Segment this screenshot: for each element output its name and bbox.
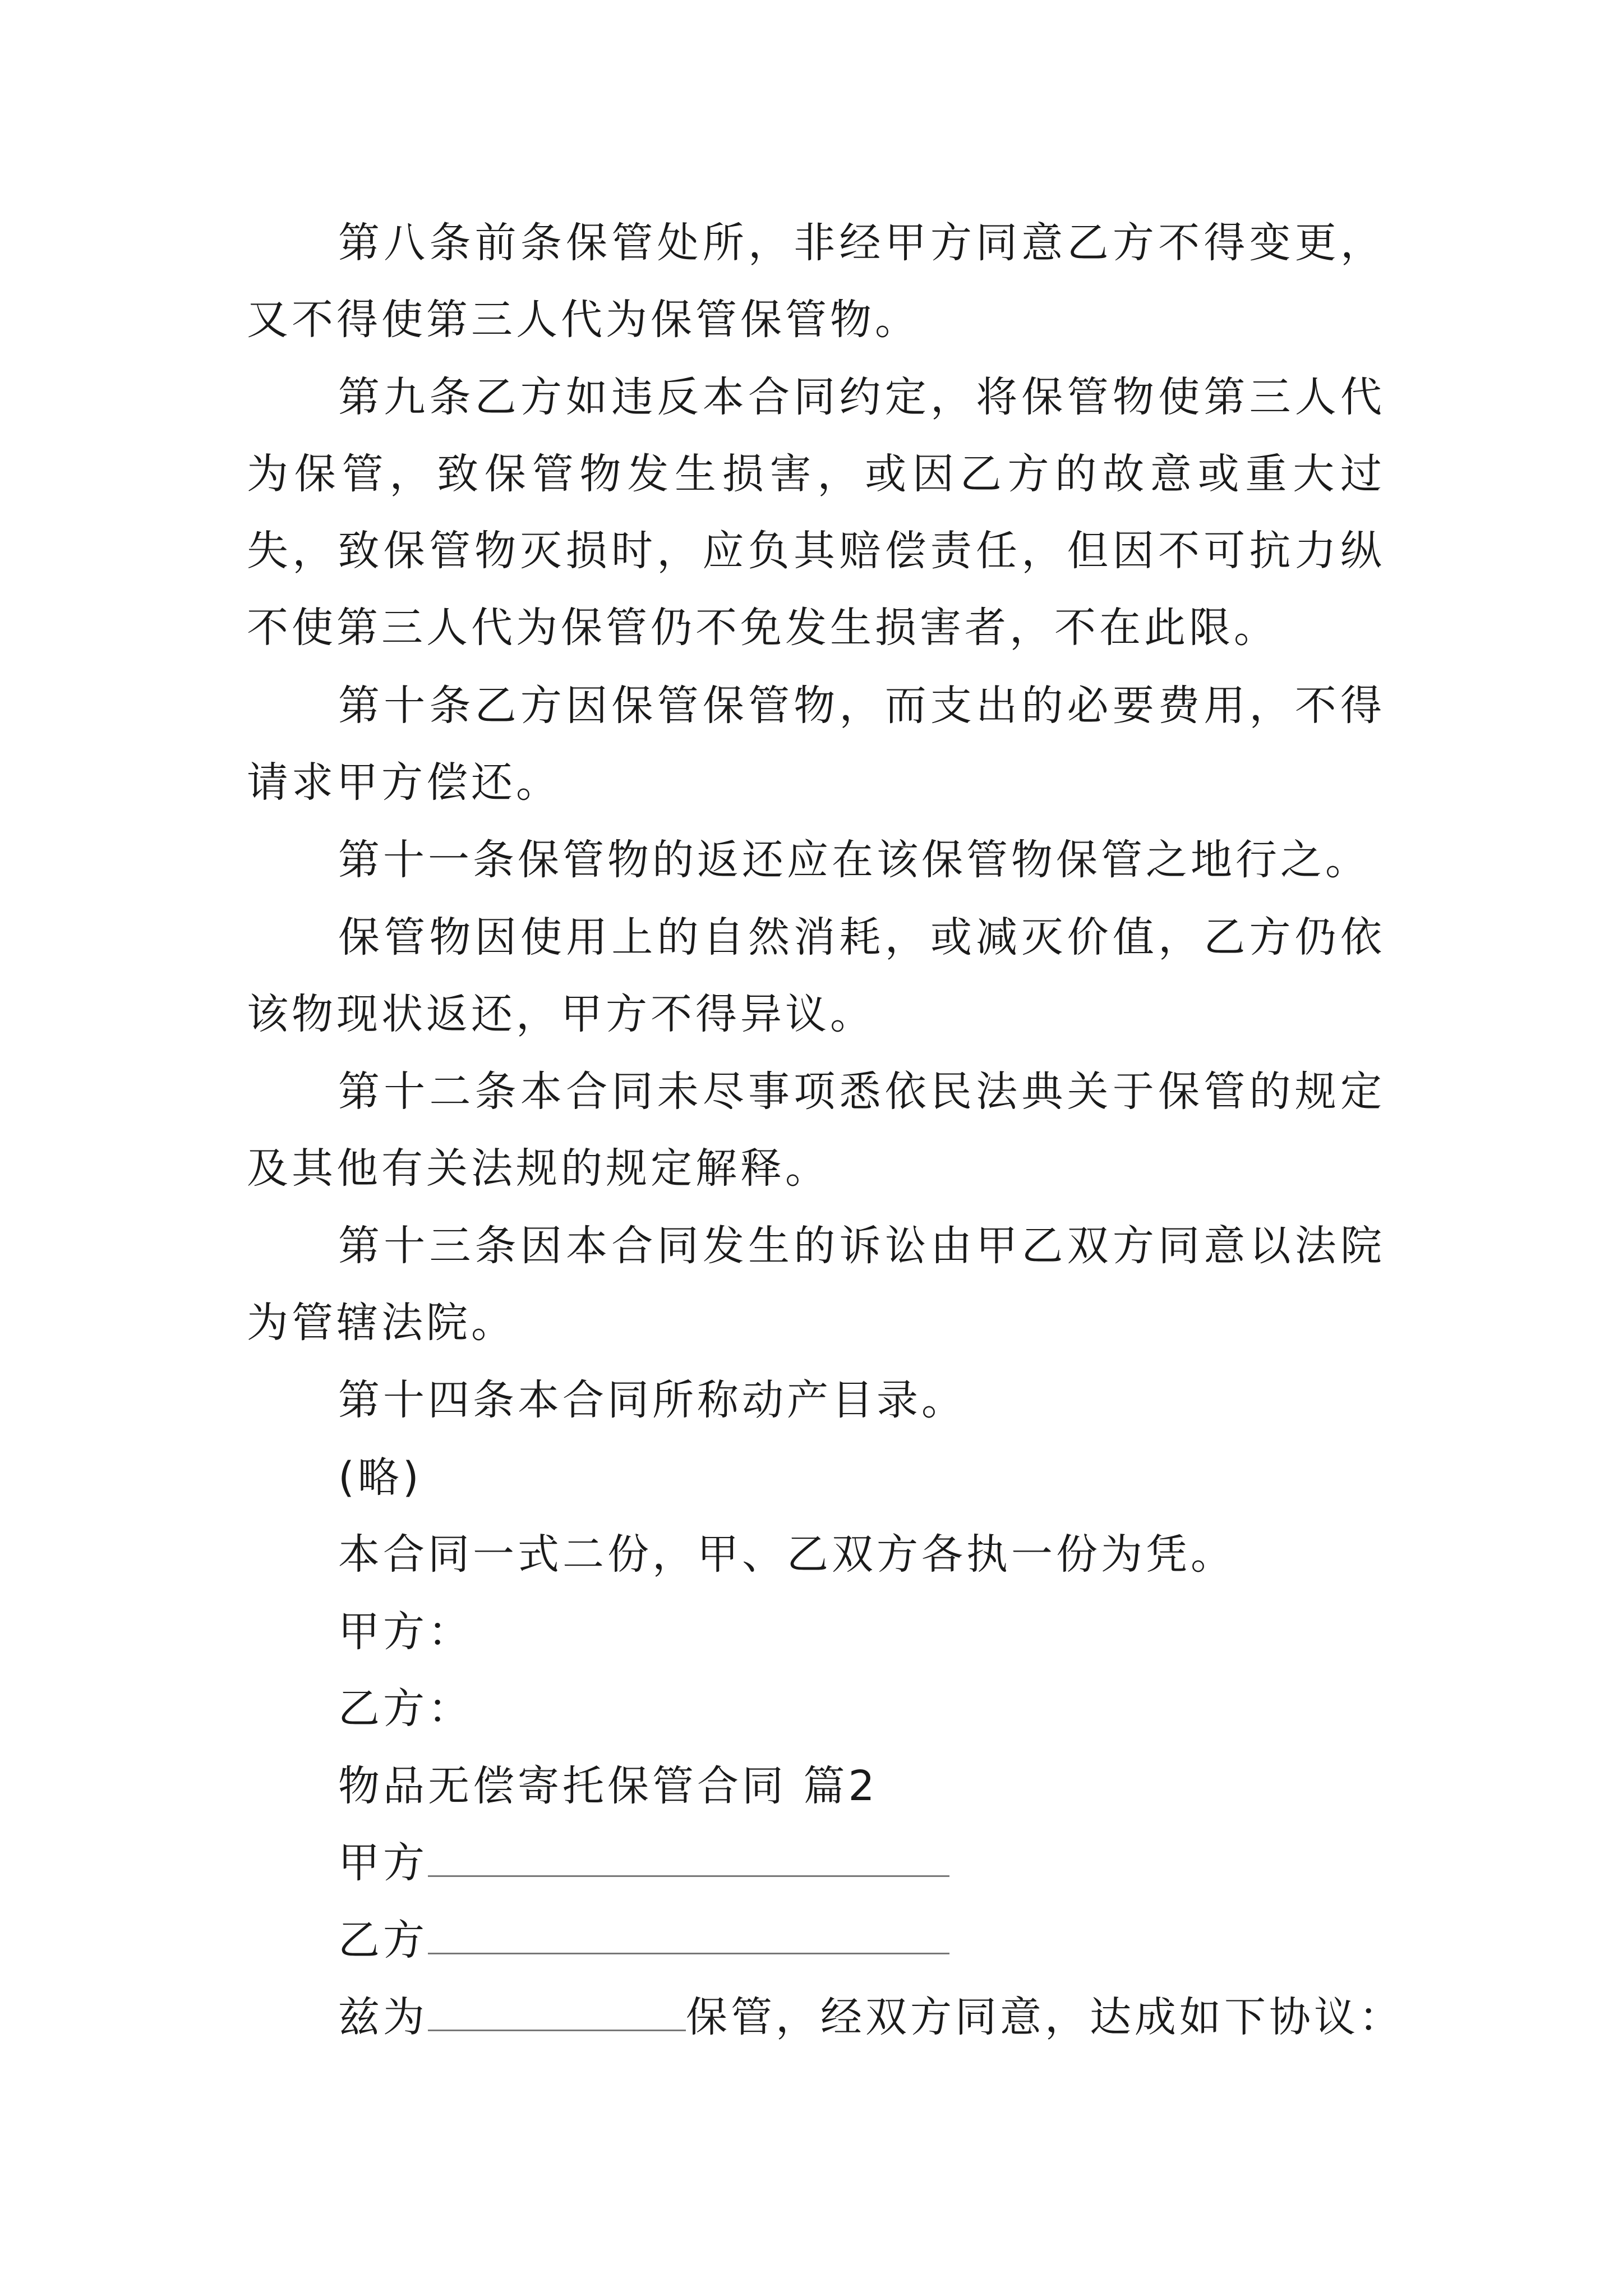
line-party-b: 乙方： [338,1685,473,1733]
agreement-blank [428,1991,686,2031]
paragraph-article-12: 第十二条本合同未尽事项悉依民法典关于保管的规定及其他有关法规的规定解释。 [247,1068,1385,1193]
party-b-field [338,1902,949,1979]
party-b-label: 乙方 [338,1916,428,1964]
party-b-blank [428,1915,949,1954]
agreement-suffix: 保管，经双方同意，达成如下协议： [686,1993,1404,2041]
line-copies: 本合同一式二份，甲、乙双方各执一份为凭。 [338,1530,1235,1579]
paragraph-article-9: 第九条乙方如违反本合同约定，将保管物使第三人代为保管，致保管物发生损害，或因乙方的故意或重大过失，致保管物灭损时，应负其赔偿责任，但因不可抗力纵不使第三人代为保管仍不免发生损害者，不在此限。 [247,373,1385,652]
party-a-blank [428,1837,949,1877]
section-title: 物品无偿寄托保管合同 篇2 [338,1762,878,1810]
paragraph-article-11: 第十一条保管物的返还应在该保管物保管之地行之。 [338,836,1370,884]
party-a-field [338,1825,949,1902]
agreement-prefix: 兹为 [338,1993,428,2041]
paragraph-article-13: 第十三条因本合同发生的诉讼由甲乙双方同意以法院为管辖法院。 [247,1222,1385,1347]
paragraph-depreciation: 保管物因使用上的自然消耗，或减灭价值，乙方仍依该物现状返还，甲方不得异议。 [247,913,1385,1038]
line-omitted: (略) [338,1453,422,1502]
line-article-14: 第十四条本合同所称动产目录。 [338,1376,966,1424]
line-party-a: 甲方： [338,1608,473,1656]
party-a-label: 甲方 [338,1839,428,1887]
agreement-line [338,1979,1404,2056]
paragraph-article-10: 第十条乙方因保管保管物，而支出的必要费用，不得请求甲方偿还。 [247,682,1385,807]
paragraph-article-8: 第八条前条保管处所，非经甲方同意乙方不得变更，又不得使第三人代为保管保管物。 [247,219,1385,344]
